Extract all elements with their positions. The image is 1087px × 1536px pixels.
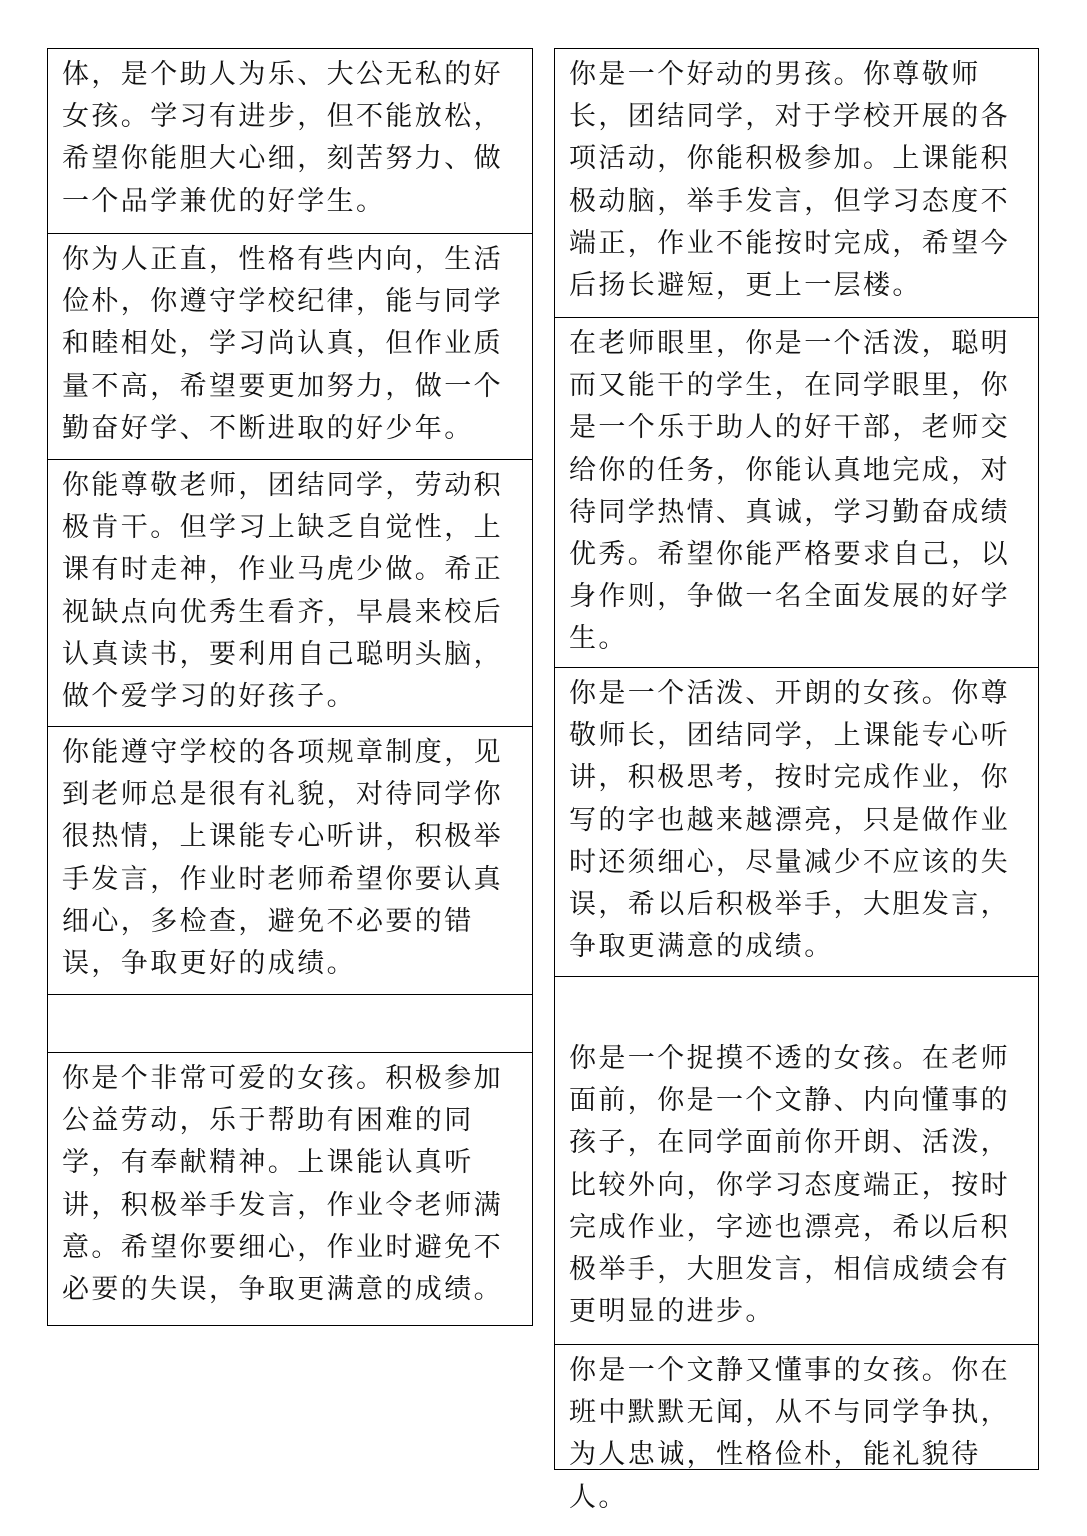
comment-text: 你是一个活泼、开朗的女孩。你尊敬师长，团结同学，上课能专心听讲，积极思考，按时完成作业，你写的字也越来越漂亮，只是做作业时还须细心，尽量减少不应该的失误，希以后积极举手，大胆发言，争取更满意的成绩。 — [569, 678, 1010, 963]
comment-text: 你是个非常可爱的女孩。积极参加公益劳动，乐于帮助有困难的同学，有奉献精神。上课能认真听讲，积极举手发言，作业令老师满意。希望你要细心，作业时避免不必要的失误，争取更满意的成绩。 — [62, 1063, 503, 1306]
comment-text: 你是一个捉摸不透的女孩。在老师面前，你是一个文静、内向懂事的孩子，在同学面前你开朗、活泼，比较外向，你学习态度端正，按时完成作业，字迹也漂亮，希以后积极举手，大胆发言，相信成绩会有更明显的进步。 — [569, 1043, 1010, 1328]
comment-text: 你能遵守学校的各项规章制度，见到老师总是很有礼貌，对待同学你很热情，上课能专心听讲，积极举手发言，作业时老师希望你要认真细心，多检查，避免不必要的错误，争取更好的成绩。 — [62, 737, 503, 980]
empty-comment-cell — [48, 994, 532, 1052]
comment-cell — [555, 1344, 1038, 1513]
left-comment-table — [47, 48, 533, 1326]
comment-cell — [555, 667, 1038, 976]
comment-text: 你是一个好动的男孩。你尊敬师长，团结同学，对于学校开展的各项活动，你能积极参加。上课能积极动脑，举手发言，但学习态度不端正，作业不能按时完成，希望今后扬长避短，更上一层楼。 — [569, 59, 1010, 302]
comment-cell — [555, 317, 1038, 667]
comment-text: 你为人正直，性格有些内向，生活俭朴，你遵守学校纪律，能与同学和睦相处，学习尚认真，但作业质量不高，希望要更加努力，做一个勤奋好学、不断进取的好少年。 — [62, 244, 503, 444]
comment-text: 体，是个助人为乐、大公无私的好女孩。学习有进步，但不能放松，希望你能胆大心细，刻苦努力、做一个品学兼优的好学生。 — [62, 59, 503, 217]
comment-cell — [48, 233, 532, 459]
comment-text: 你能尊敬老师，团结同学，劳动积极肯干。但学习上缺乏自觉性，上课有时走神，作业马虎少做。希正视缺点向优秀生看齐，早晨来校后认真读书，要利用自己聪明头脑，做个爱学习的好孩子。 — [62, 470, 503, 713]
comment-cell — [48, 49, 532, 233]
comment-text: 在老师眼里，你是一个活泼，聪明而又能干的学生，在同学眼里，你是一个乐于助人的好干部，老师交给你的任务，你能认真地完成，对待同学热情、真诚，学习勤奋成绩优秀。希望你能严格要求自己，以身作则，争做一名全面发展的好学生。 — [569, 328, 1010, 655]
right-comment-table — [554, 48, 1039, 1513]
comment-cell — [48, 1052, 532, 1326]
comment-cell — [555, 49, 1038, 317]
comment-cell — [48, 459, 532, 726]
comment-text: 你是一个文静又懂事的女孩。你在班中默默无闻，从不与同学争执，为人忠诚，性格俭朴，能礼貌待人。 — [569, 1355, 1010, 1513]
comment-cell — [555, 976, 1038, 1344]
comment-cell — [48, 726, 532, 994]
